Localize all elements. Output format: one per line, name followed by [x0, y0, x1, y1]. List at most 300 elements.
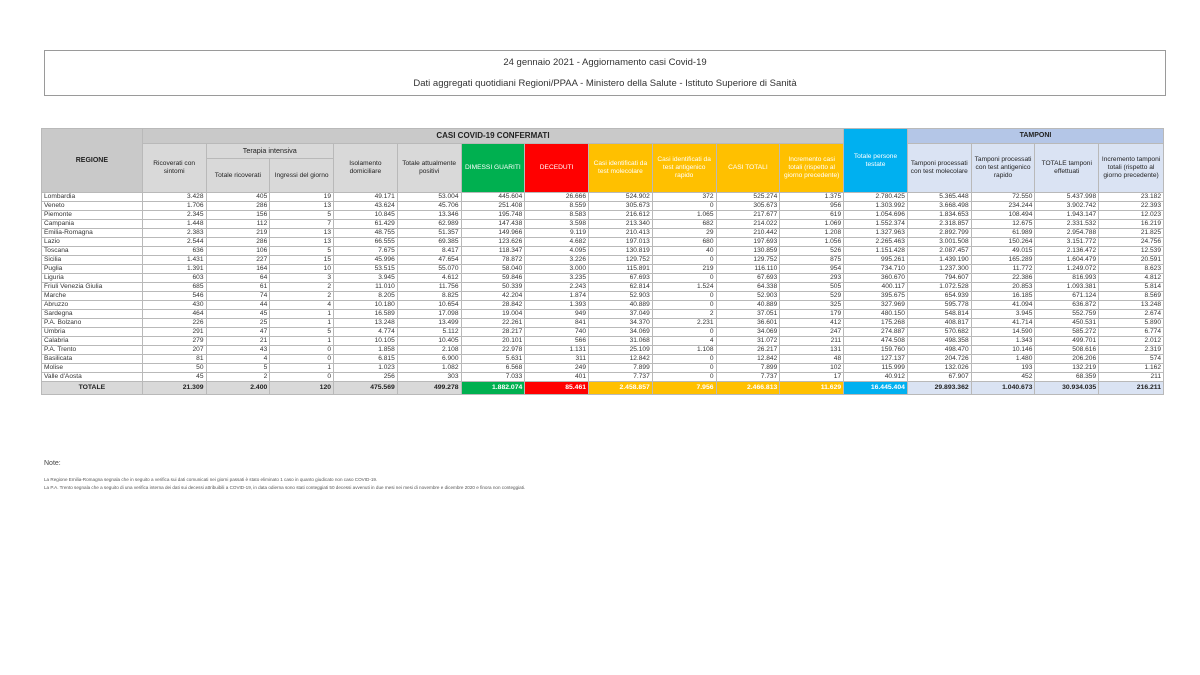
region-name-cell: Toscana — [42, 247, 143, 256]
value-cell: 816.993 — [1035, 274, 1099, 283]
value-cell: 2.243 — [525, 283, 589, 292]
value-cell: 1.023 — [334, 364, 398, 373]
value-cell: 210.413 — [589, 229, 653, 238]
value-cell: 1.069 — [780, 220, 844, 229]
value-cell: 5 — [206, 364, 270, 373]
value-cell: 4.812 — [1099, 274, 1164, 283]
value-cell: 0 — [270, 355, 334, 364]
region-name-cell: Friuli Venezia Giulia — [42, 283, 143, 292]
value-cell: 1.108 — [652, 346, 716, 355]
table-row — [42, 256, 1164, 265]
value-cell: 5.437.998 — [1035, 193, 1099, 202]
value-cell: 13.346 — [397, 211, 461, 220]
total-cell: 7.956 — [652, 382, 716, 395]
value-cell: 327.969 — [844, 301, 908, 310]
value-cell: 1.439.190 — [907, 256, 971, 265]
value-cell: 408.817 — [907, 319, 971, 328]
total-cell: 11.629 — [780, 382, 844, 395]
value-cell: 1.093.381 — [1035, 283, 1099, 292]
value-cell: 130.819 — [589, 247, 653, 256]
value-cell: 10.146 — [971, 346, 1035, 355]
value-cell: 197.693 — [716, 238, 780, 247]
value-cell: 21.825 — [1099, 229, 1164, 238]
region-name-cell: Molise — [42, 364, 143, 373]
value-cell: 1.303.992 — [844, 202, 908, 211]
value-cell: 654.939 — [907, 292, 971, 301]
value-cell: 2 — [270, 283, 334, 292]
value-cell: 3.668.498 — [907, 202, 971, 211]
value-cell: 3.902.742 — [1035, 202, 1099, 211]
value-cell: 8.205 — [334, 292, 398, 301]
value-cell: 1.480 — [971, 355, 1035, 364]
header-tamponi: TAMPONI — [907, 129, 1163, 144]
header-totale-ricoverati: Totale ricoverati — [206, 159, 270, 193]
value-cell: 0 — [652, 202, 716, 211]
value-cell: 48.755 — [334, 229, 398, 238]
region-name-cell: Basilicata — [42, 355, 143, 364]
value-cell: 211 — [780, 337, 844, 346]
value-cell: 43.624 — [334, 202, 398, 211]
value-cell: 0 — [652, 364, 716, 373]
value-cell: 0 — [270, 346, 334, 355]
value-cell: 159.760 — [844, 346, 908, 355]
value-cell: 5.814 — [1099, 283, 1164, 292]
value-cell: 67.693 — [716, 274, 780, 283]
region-name-cell: Puglia — [42, 265, 143, 274]
value-cell: 619 — [780, 211, 844, 220]
value-cell: 1.249.072 — [1035, 265, 1099, 274]
value-cell: 4.612 — [397, 274, 461, 283]
table-row — [42, 202, 1164, 211]
value-cell: 2.954.788 — [1035, 229, 1099, 238]
value-cell: 150.264 — [971, 238, 1035, 247]
value-cell: 1.082 — [397, 364, 461, 373]
value-cell: 0 — [652, 328, 716, 337]
region-name-cell: Lazio — [42, 238, 143, 247]
value-cell: 1.327.963 — [844, 229, 908, 238]
total-cell: 85.461 — [525, 382, 589, 395]
region-name-cell: Umbria — [42, 328, 143, 337]
value-cell: 1.943.147 — [1035, 211, 1099, 220]
value-cell: 37.051 — [716, 310, 780, 319]
value-cell: 147.438 — [461, 220, 525, 229]
region-name-cell: Liguria — [42, 274, 143, 283]
value-cell: 680 — [652, 238, 716, 247]
value-cell: 28.842 — [461, 301, 525, 310]
value-cell: 197.013 — [589, 238, 653, 247]
value-cell: 31.072 — [716, 337, 780, 346]
value-cell: 22.261 — [461, 319, 525, 328]
value-cell: 405 — [206, 193, 270, 202]
value-cell: 6.774 — [1099, 328, 1164, 337]
header-tamponi-molecolare: Tamponi processati con test molecolare — [907, 144, 971, 193]
value-cell: 25 — [206, 319, 270, 328]
value-cell: 4.682 — [525, 238, 589, 247]
value-cell: 0 — [270, 373, 334, 382]
value-cell: 595.778 — [907, 301, 971, 310]
total-cell: 1.882.074 — [461, 382, 525, 395]
value-cell: 8.623 — [1099, 265, 1164, 274]
value-cell: 68.359 — [1035, 373, 1099, 382]
value-cell: 13.248 — [1099, 301, 1164, 310]
value-cell: 1.072.528 — [907, 283, 971, 292]
value-cell: 20.101 — [461, 337, 525, 346]
value-cell: 2 — [206, 373, 270, 382]
value-cell: 249 — [525, 364, 589, 373]
region-name-cell: Sicilia — [42, 256, 143, 265]
total-cell: 16.445.404 — [844, 382, 908, 395]
value-cell: 132.219 — [1035, 364, 1099, 373]
value-cell: 156 — [206, 211, 270, 220]
region-name-cell: P.A. Trento — [42, 346, 143, 355]
value-cell: 10 — [270, 265, 334, 274]
value-cell: 10.180 — [334, 301, 398, 310]
table-row — [42, 193, 1164, 202]
value-cell: 0 — [652, 256, 716, 265]
header-casi-totali: CASI TOTALI — [716, 144, 780, 193]
value-cell: 1.343 — [971, 337, 1035, 346]
total-cell: 120 — [270, 382, 334, 395]
value-cell: 14.590 — [971, 328, 1035, 337]
value-cell: 8.583 — [525, 211, 589, 220]
value-cell: 949 — [525, 310, 589, 319]
value-cell: 50 — [142, 364, 206, 373]
table-row — [42, 355, 1164, 364]
table-row — [42, 211, 1164, 220]
header-incremento-tamponi: Incremento tamponi totali (rispetto al giorno precedente) — [1099, 144, 1164, 193]
value-cell: 15 — [270, 256, 334, 265]
value-cell: 574 — [1099, 355, 1164, 364]
value-cell: 1 — [270, 337, 334, 346]
region-name-cell: Marche — [42, 292, 143, 301]
value-cell: 305.673 — [589, 202, 653, 211]
value-cell: 112 — [206, 220, 270, 229]
value-cell: 227 — [206, 256, 270, 265]
value-cell: 430 — [142, 301, 206, 310]
table-row — [42, 301, 1164, 310]
value-cell: 61.429 — [334, 220, 398, 229]
value-cell: 1.431 — [142, 256, 206, 265]
value-cell: 211 — [1099, 373, 1164, 382]
value-cell: 2.892.799 — [907, 229, 971, 238]
value-cell: 3.226 — [525, 256, 589, 265]
value-cell: 44 — [206, 301, 270, 310]
header-isolamento: Isolamento domiciliare — [334, 144, 398, 193]
header-ricoverati: Ricoverati con sintomi — [142, 144, 206, 193]
value-cell: 303 — [397, 373, 461, 382]
value-cell: 195.748 — [461, 211, 525, 220]
value-cell: 1.524 — [652, 283, 716, 292]
header-tamponi-totale: TOTALE tamponi effettuati — [1035, 144, 1099, 193]
value-cell: 24.756 — [1099, 238, 1164, 247]
value-cell: 8.569 — [1099, 292, 1164, 301]
region-name-cell: Emilia-Romagna — [42, 229, 143, 238]
value-cell: 53.004 — [397, 193, 461, 202]
value-cell: 41.094 — [971, 301, 1035, 310]
value-cell: 525.274 — [716, 193, 780, 202]
value-cell: 34.370 — [589, 319, 653, 328]
value-cell: 1.604.479 — [1035, 256, 1099, 265]
value-cell: 25.109 — [589, 346, 653, 355]
value-cell: 43 — [206, 346, 270, 355]
value-cell: 291 — [142, 328, 206, 337]
table-row — [42, 319, 1164, 328]
value-cell: 37.049 — [589, 310, 653, 319]
value-cell: 4.095 — [525, 247, 589, 256]
value-cell: 2.674 — [1099, 310, 1164, 319]
value-cell: 179 — [780, 310, 844, 319]
value-cell: 207 — [142, 346, 206, 355]
value-cell: 52.903 — [589, 292, 653, 301]
value-cell: 11.756 — [397, 283, 461, 292]
value-cell: 61.989 — [971, 229, 1035, 238]
value-cell: 5.631 — [461, 355, 525, 364]
value-cell: 206.206 — [1035, 355, 1099, 364]
table-row — [42, 247, 1164, 256]
header-attualmente-positivi: Totale attualmente positivi — [397, 144, 461, 193]
value-cell: 118.347 — [461, 247, 525, 256]
value-cell: 498.358 — [907, 337, 971, 346]
value-cell: 2.383 — [142, 229, 206, 238]
value-cell: 2.318.857 — [907, 220, 971, 229]
totals-row — [42, 382, 1164, 395]
value-cell: 16.219 — [1099, 220, 1164, 229]
value-cell: 129.752 — [589, 256, 653, 265]
value-cell: 1.151.428 — [844, 247, 908, 256]
value-cell: 995.261 — [844, 256, 908, 265]
value-cell: 956 — [780, 202, 844, 211]
value-cell: 19.004 — [461, 310, 525, 319]
value-cell: 41.714 — [971, 319, 1035, 328]
value-cell: 4 — [652, 337, 716, 346]
value-cell: 505 — [780, 283, 844, 292]
value-cell: 22.978 — [461, 346, 525, 355]
value-cell: 40 — [652, 247, 716, 256]
total-cell: 216.211 — [1099, 382, 1164, 395]
total-cell: 21.309 — [142, 382, 206, 395]
value-cell: 234.244 — [971, 202, 1035, 211]
value-cell: 47.654 — [397, 256, 461, 265]
value-cell: 279 — [142, 337, 206, 346]
total-cell: 2.466.813 — [716, 382, 780, 395]
value-cell: 251.408 — [461, 202, 525, 211]
value-cell: 67.693 — [589, 274, 653, 283]
header-terapia-intensiva: Terapia intensiva — [206, 144, 334, 159]
value-cell: 1.834.653 — [907, 211, 971, 220]
region-name-cell: Lombardia — [42, 193, 143, 202]
value-cell: 256 — [334, 373, 398, 382]
value-cell: 34.069 — [589, 328, 653, 337]
value-cell: 132.026 — [907, 364, 971, 373]
value-cell: 372 — [652, 193, 716, 202]
table-row — [42, 229, 1164, 238]
value-cell: 216.612 — [589, 211, 653, 220]
value-cell: 55.070 — [397, 265, 461, 274]
report-subtitle: Dati aggregati quotidiani Regioni/PPAA - Ministero della Salute - Istituto Superiore di Sanità — [413, 78, 797, 89]
value-cell: 0 — [652, 355, 716, 364]
value-cell: 1.874 — [525, 292, 589, 301]
header-casi-molecolare: Casi identificati da test molecolare — [589, 144, 653, 193]
value-cell: 7 — [270, 220, 334, 229]
value-cell: 106 — [206, 247, 270, 256]
header-casi-antigenico: Casi identificati da test antigenico rapido — [652, 144, 716, 193]
value-cell: 69.385 — [397, 238, 461, 247]
value-cell: 53.515 — [334, 265, 398, 274]
value-cell: 108.494 — [971, 211, 1035, 220]
value-cell: 217.677 — [716, 211, 780, 220]
value-cell: 452 — [971, 373, 1035, 382]
region-name-cell: Valle d'Aosta — [42, 373, 143, 382]
value-cell: 585.272 — [1035, 328, 1099, 337]
value-cell: 58.040 — [461, 265, 525, 274]
value-cell: 10.845 — [334, 211, 398, 220]
value-cell: 26.217 — [716, 346, 780, 355]
report-title: 24 gennaio 2021 - Aggiornamento casi Covid-19 — [503, 57, 707, 68]
value-cell: 1.858 — [334, 346, 398, 355]
value-cell: 49.015 — [971, 247, 1035, 256]
region-name-cell: Veneto — [42, 202, 143, 211]
region-name-cell: Abruzzo — [42, 301, 143, 310]
value-cell: 45 — [142, 373, 206, 382]
value-cell: 11.010 — [334, 283, 398, 292]
region-name-cell: Piemonte — [42, 211, 143, 220]
value-cell: 875 — [780, 256, 844, 265]
value-cell: 6.568 — [461, 364, 525, 373]
value-cell: 45 — [206, 310, 270, 319]
value-cell: 2.012 — [1099, 337, 1164, 346]
value-cell: 1.552.374 — [844, 220, 908, 229]
header-deceduti: DECEDUTI — [525, 144, 589, 193]
value-cell: 5 — [270, 247, 334, 256]
header-incremento-casi: Incremento casi totali (rispetto al giorno precedente) — [780, 144, 844, 193]
value-cell: 2.780.425 — [844, 193, 908, 202]
value-cell: 841 — [525, 319, 589, 328]
value-cell: 226 — [142, 319, 206, 328]
value-cell: 12.023 — [1099, 211, 1164, 220]
value-cell: 20.853 — [971, 283, 1035, 292]
value-cell: 5 — [270, 328, 334, 337]
value-cell: 293 — [780, 274, 844, 283]
value-cell: 23.182 — [1099, 193, 1164, 202]
value-cell: 17 — [780, 373, 844, 382]
value-cell: 28.217 — [461, 328, 525, 337]
value-cell: 450.531 — [1035, 319, 1099, 328]
value-cell: 17.098 — [397, 310, 461, 319]
header-ingressi-giorno: Ingressi del giorno — [270, 159, 334, 193]
value-cell: 127.137 — [844, 355, 908, 364]
value-cell: 16.185 — [971, 292, 1035, 301]
value-cell: 2.265.463 — [844, 238, 908, 247]
value-cell: 62.814 — [589, 283, 653, 292]
total-cell: 30.934.035 — [1035, 382, 1099, 395]
value-cell: 21 — [206, 337, 270, 346]
value-cell: 1 — [270, 364, 334, 373]
value-cell: 4 — [206, 355, 270, 364]
table-row — [42, 364, 1164, 373]
value-cell: 1.056 — [780, 238, 844, 247]
total-cell: 2.458.857 — [589, 382, 653, 395]
value-cell: 40.912 — [844, 373, 908, 382]
value-cell: 210.442 — [716, 229, 780, 238]
value-cell: 529 — [780, 292, 844, 301]
value-cell: 11.772 — [971, 265, 1035, 274]
value-cell: 26.666 — [525, 193, 589, 202]
report-header — [44, 50, 1166, 96]
value-cell: 7.675 — [334, 247, 398, 256]
table-row — [42, 328, 1164, 337]
value-cell: 508.616 — [1035, 346, 1099, 355]
note-line: La Regione Emilia-Romagna segnala che in seguito a verifica sui dati comunicati nei giorni passati è stato eliminato 1 caso in quanto giudicato non caso COVID-19. — [44, 477, 378, 482]
value-cell: 636 — [142, 247, 206, 256]
value-cell: 7.899 — [716, 364, 780, 373]
table-row — [42, 274, 1164, 283]
table-row — [42, 265, 1164, 274]
value-cell: 474.508 — [844, 337, 908, 346]
value-cell: 81 — [142, 355, 206, 364]
value-cell: 2.345 — [142, 211, 206, 220]
total-cell: 2.400 — [206, 382, 270, 395]
value-cell: 12.675 — [971, 220, 1035, 229]
value-cell: 445.604 — [461, 193, 525, 202]
value-cell: 3.945 — [971, 310, 1035, 319]
value-cell: 12.539 — [1099, 247, 1164, 256]
value-cell: 6.900 — [397, 355, 461, 364]
value-cell: 548.814 — [907, 310, 971, 319]
header-tamponi-antigenico: Tamponi processati con test antigenico rapido — [971, 144, 1035, 193]
value-cell: 48 — [780, 355, 844, 364]
note-line: La P.A. Trento segnala che a seguito di una verifica interna dei dati sui decessi attribuibili a COVID-19, in data odierna sono stati conteggiati 50 decessi avvenuti in due mesi nei mesi di novembre e dicembre 2020 e finora non conteggiati. — [44, 485, 526, 490]
value-cell: 12.842 — [716, 355, 780, 364]
value-cell: 3.945 — [334, 274, 398, 283]
value-cell: 19 — [270, 193, 334, 202]
region-name-cell: Sardegna — [42, 310, 143, 319]
value-cell: 395.675 — [844, 292, 908, 301]
value-cell: 130.859 — [716, 247, 780, 256]
header-regione: REGIONE — [42, 129, 143, 193]
value-cell: 5.365.448 — [907, 193, 971, 202]
value-cell: 2.544 — [142, 238, 206, 247]
value-cell: 7.737 — [589, 373, 653, 382]
value-cell: 603 — [142, 274, 206, 283]
value-cell: 1.237.300 — [907, 265, 971, 274]
value-cell: 129.752 — [716, 256, 780, 265]
table-row — [42, 238, 1164, 247]
value-cell: 22.393 — [1099, 202, 1164, 211]
table-row — [42, 346, 1164, 355]
value-cell: 4 — [270, 301, 334, 310]
table-row — [42, 337, 1164, 346]
value-cell: 213.340 — [589, 220, 653, 229]
value-cell: 1.391 — [142, 265, 206, 274]
value-cell: 546 — [142, 292, 206, 301]
value-cell: 8.559 — [525, 202, 589, 211]
value-cell: 360.670 — [844, 274, 908, 283]
value-cell: 2.136.472 — [1035, 247, 1099, 256]
value-cell: 274.887 — [844, 328, 908, 337]
value-cell: 636.872 — [1035, 301, 1099, 310]
value-cell: 45.706 — [397, 202, 461, 211]
table-row — [42, 283, 1164, 292]
value-cell: 72.550 — [971, 193, 1035, 202]
value-cell: 214.022 — [716, 220, 780, 229]
value-cell: 400.117 — [844, 283, 908, 292]
value-cell: 115.999 — [844, 364, 908, 373]
value-cell: 165.289 — [971, 256, 1035, 265]
total-cell: 1.040.673 — [971, 382, 1035, 395]
value-cell: 1.065 — [652, 211, 716, 220]
value-cell: 570.682 — [907, 328, 971, 337]
value-cell: 954 — [780, 265, 844, 274]
